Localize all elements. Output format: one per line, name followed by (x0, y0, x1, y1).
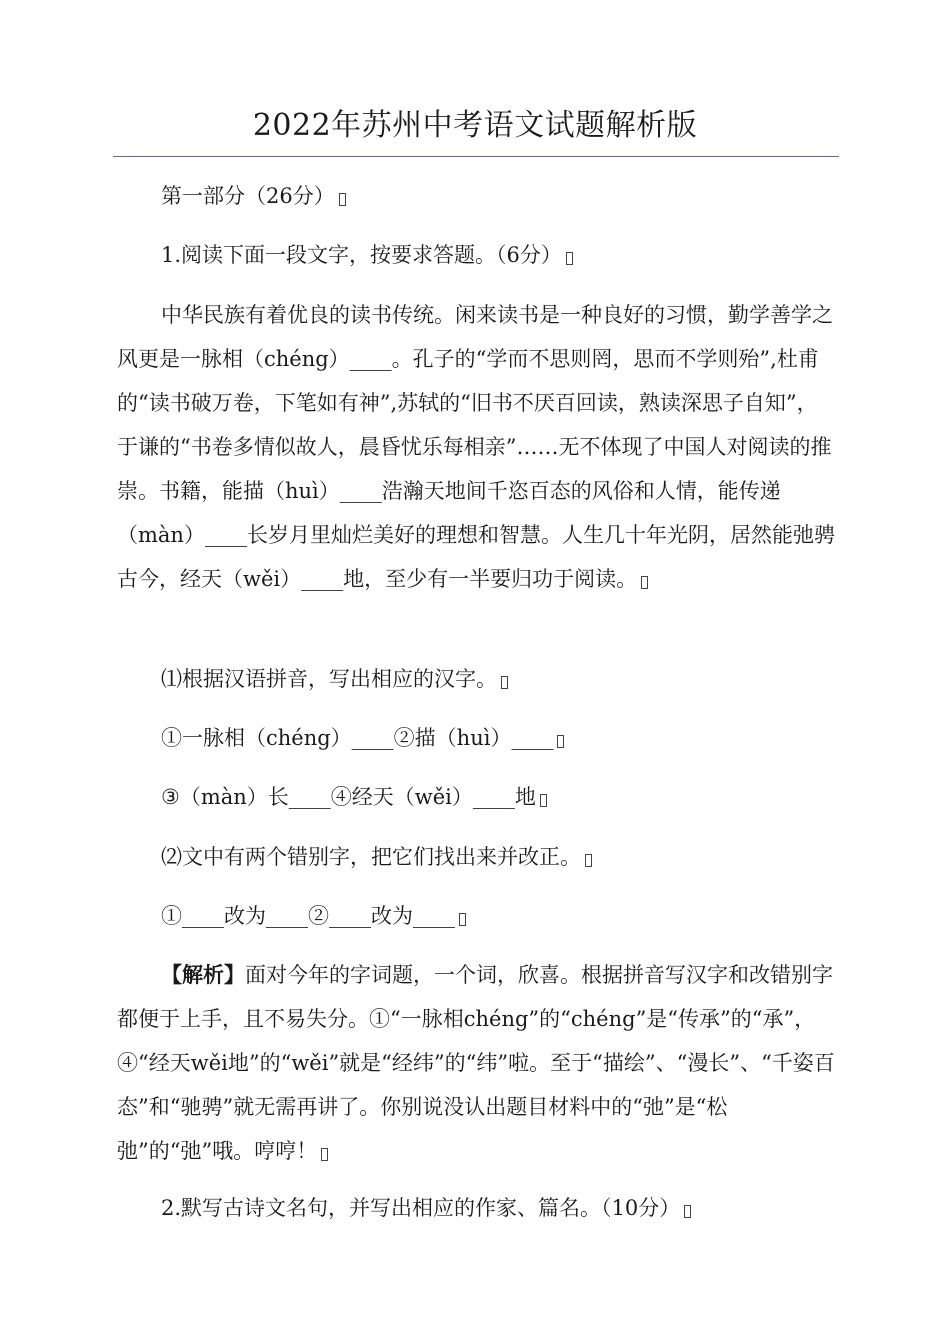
question-1-part-2-text: ⑵文中有两个错别字，把它们找出来并改正。 (161, 845, 581, 869)
page-title: 2022年苏州中考语文试题解析版 (252, 108, 698, 143)
paragraph-mark-icon (641, 576, 648, 589)
question-2-title-text: 2.默写古诗文名句，并写出相应的作家、篇名。（10分） (161, 1196, 681, 1220)
paragraph-mark-icon (557, 735, 564, 748)
paragraph-mark-icon (339, 193, 346, 206)
section-heading (117, 174, 837, 218)
question-1-part-2 (117, 835, 837, 879)
analysis-text: 面对今年的字词题，一个词，欣喜。根据拼音写汉字和改错别字都便于上手，且不易失分。①“一脉相chéng”的“chéng”是“传承”的“承”，④“经天wěi地”的“wěi”就是“经纬”的“纬”啦。至于“描绘”、“漫长”、“千姿百态”和“驰骋”就无需再讲了。你别说没认出题目材料中的“弛”是“松弛”的“弛”哦。哼哼！ (117, 963, 835, 1163)
question-1-title-text: 1.阅读下面一段文字，按要求答题。（6分） (161, 243, 562, 267)
paragraph-mark-icon (540, 794, 547, 807)
question-2-title (117, 1186, 837, 1230)
paragraph-mark-icon (501, 676, 508, 689)
passage-text: 中华民族有着优良的读书传统。闲来读书是一种良好的习惯，勤学善学之风更是一脉相（chéng）____。孔子的“学而不思则罔，思而不学则殆”,杜甫的“读书破万卷，下笔如有神”,苏轼的“旧书不厌百回读，熟读深思子自知”，于谦的“书卷多情似故人，晨昏忧乐每相亲”……无不体现了中国人对阅读的推崇。书籍，能描（huì）____浩瀚天地间千恣百态的风俗和人情，能传递（màn）____长岁月里灿烂美好的理想和智慧。人生几十年光阴，居然能弛骋古今，经天（wěi）____地，至少有一半要归功于阅读。 (117, 303, 835, 591)
paragraph-mark-icon (459, 913, 466, 926)
question-1-part-1 (117, 657, 837, 701)
paragraph-mark-icon (321, 1148, 328, 1161)
analysis-paragraph (117, 953, 837, 1173)
answer-line-2-text: ③（màn）长____④经天（wěi）____地 (161, 785, 536, 809)
answer-line-3-text: ①____改为____②____改为____ (161, 904, 455, 928)
question-1-part-2-line (117, 894, 837, 938)
question-1-part-1-line-2 (117, 775, 837, 819)
paragraph-mark-icon (566, 252, 573, 265)
passage-paragraph (117, 293, 837, 601)
answer-line-1-text: ①一脉相（chéng）____②描（huì）____ (161, 726, 554, 750)
section-heading-text: 第一部分（26分） (161, 184, 335, 208)
question-1-part-1-line-1 (117, 716, 837, 760)
paragraph-mark-icon (684, 1205, 691, 1218)
question-1-title (117, 233, 837, 277)
paragraph-mark-icon (585, 854, 592, 867)
analysis-label: 【解析】 (161, 962, 245, 987)
title-divider (113, 156, 839, 157)
question-1-part-1-text: ⑴根据汉语拼音，写出相应的汉字。 (161, 667, 497, 691)
